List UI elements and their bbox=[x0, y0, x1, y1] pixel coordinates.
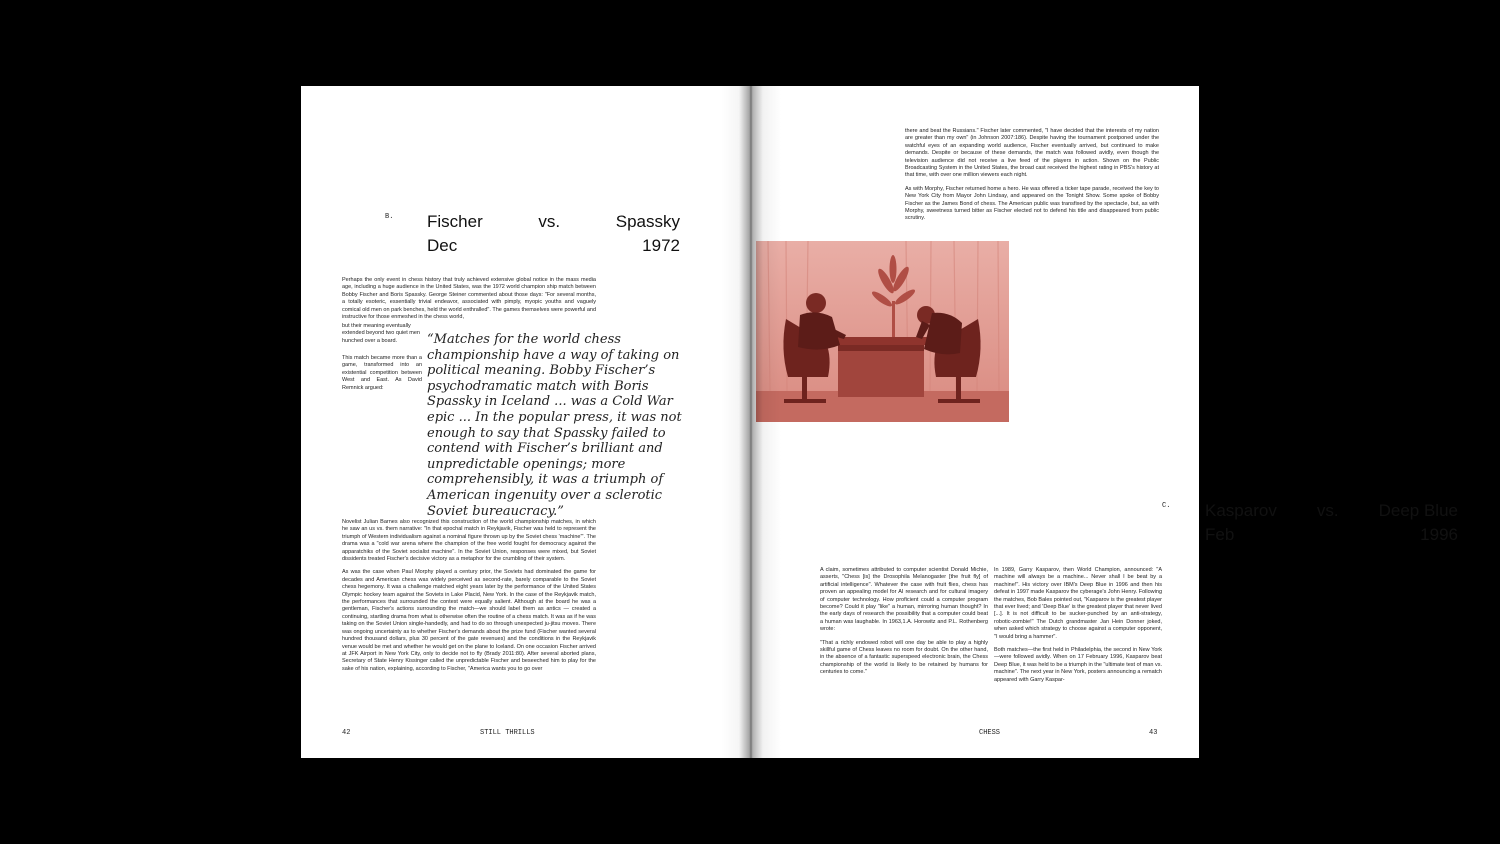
paragraph-hero: As with Morphy, Fischer returned home a hero. He was offered a ticker tape parade, received the key to New York City from Mayor John Lindsay, and appeared on the Tonight Show. Some spoke of Bobby Fischer as the James Bond of chess. The American public was transfixed by the spectacle, but, as with Morphy, sweetness turned bitter as Fischer elected not to defend his title and disappeared from public scrutiny. bbox=[905, 185, 1159, 222]
heading-year: 1996 bbox=[1420, 525, 1458, 544]
body-column-2 bbox=[994, 567, 1162, 690]
chess-match-photo-image bbox=[756, 241, 1009, 422]
paragraph-kasparov-1989: In 1989, Garry Kasparov, then World Champion, announced: "A machine will always be a machine... Never shall I be beat by a machine!". His victory over IBM's Deep Blue in 1996 and then his defeat in 1997 made Kasparov the cyberage's John Henry. Following the matches, Bob Bales pointed out, "Kasparov is the greatest player that ever lived; and 'Deep Blue' is the greatest player that never lived [...]. It is not difficult to be sucker-punched by an anti-strategy, robotic-zombie!" The Dutch grandmaster Jan Hein Donner joked, when asked which strategy to choose against a computer opponent, "I would bring a hammer". bbox=[994, 567, 1162, 640]
section-marker-c: C. bbox=[1162, 502, 1171, 510]
paragraph-both-matches: Both matches—the first held in Philadelphia, the second in New York—were followed avidly. When on 17 February 1996, Kasparov beat Deep Blue, it was held to be a triumph in the "ultimate test of man vs. machine". The next year in New York, posters announcing a rematch appeared with Garry Kaspar- bbox=[994, 647, 1162, 683]
side-text-2: This match became more than a game, transformed into an existential competition between West and East. As David Remnick argued: bbox=[342, 355, 422, 391]
heading-versus: vs. bbox=[1316, 501, 1339, 520]
paragraph-robot-quote: "That a richly endowed robot will one day be able to play a highly skillful game of Chess leaves no room for doubt. On the other hand, in the absence of a fantastic superspeed electronic brain, the Chess championship of the world is likely to be retained by humans for centuries to come." bbox=[820, 639, 988, 676]
magazine-spread bbox=[301, 86, 1458, 758]
section-marker-b: B. bbox=[385, 213, 394, 221]
footer-title-right: CHESS bbox=[979, 729, 1001, 737]
heading-versus: vs. bbox=[538, 212, 561, 231]
continued-text bbox=[905, 128, 1159, 229]
left-page bbox=[301, 86, 750, 758]
paragraph-michie: A claim, sometimes attributed to computer scientist Donald Michie, asserts, "Chess [is] the Drosophila Melanogaster [the fruit fly] of artificial intelligence". Whatever the case with fruit flies, chess has proven an appealing model for AI research and for cultural imagery of computer technology. How proficient could a computer program become? Could it play "like" a human, mirroring human thought? In the early days of research the possibility that a computer could beat a human was laughable. In 1963,1.A. Horowitz and P.L. Rothenberg wrote: bbox=[820, 567, 988, 633]
footer-title-left: STILL THRILLS bbox=[480, 729, 535, 737]
paragraph-kissinger: there and beat the Russians." Fischer later commented, "I have decided that the interests of my nation are greater than my own" (in Johnson 2007:186). Despite having the tournament postponed under the watchful eyes of an expanding world audience, Fischer eventually arrived, but continued to make demands. Despite or because of these demands, the match was followed avidly, even though the television audience did not receive a live feed of the players in action. Shown on the Public Broadcasting System in the United States, the broad cast received the highest rating in PBS's history at that time, with over one million viewers each night. bbox=[905, 128, 1159, 179]
footer-page-number-left: 42 bbox=[342, 729, 351, 737]
body-column-left bbox=[342, 519, 596, 679]
pull-quote: “Matches for the world chess championship have a way of taking on political meaning. Bobby Fischer’s psychodramatic match with Boris Spassky in Iceland ... was a Cold War epic ... In the popular press, it was not enough to say that Spassky failed to contend with Fischer’s brilliant and unpredictable openings; more comprehensibly, it was a triumph of American ingenuity over a sclerotic Soviet bureaucracy.” bbox=[427, 332, 682, 519]
heading-player-kasparov: Kasparov bbox=[1205, 501, 1277, 520]
heading-month: Dec bbox=[427, 236, 458, 255]
heading-year: 1972 bbox=[642, 236, 680, 255]
paragraph-barnes: Novelist Julian Barnes also recognized this construction of the world championship matches, in which he saw an us vs. them narrative: "In that epochal match in Reykjavik, Fischer was held to represent the triumph of Western individualism against a nominal figure thrown up by the Soviet chess 'machine'". The drama was a "cold war arena where the champion of the free world fought for democracy against the apparatchiks of the Soviet socialist machine". In the Soviet Union, responses were mixed, but Soviet dissidents treated Fischer's decisive victory as a metaphor for the crumbling of their system. bbox=[342, 519, 596, 563]
side-text-1: but their meaning eventually extended beyond two quiet men hunched over a board. bbox=[342, 323, 420, 344]
footer-page-number-right: 43 bbox=[1149, 729, 1158, 737]
match-photograph bbox=[756, 241, 1009, 422]
heading-player-deepblue: Deep Blue bbox=[1378, 501, 1458, 520]
body-column-1 bbox=[820, 567, 988, 683]
intro-paragraph: Perhaps the only event in chess history that truly achieved extensive global notice in the mass media age, including a huge audience in the United States, was the 1972 world champion ship match between Bobby Fischer and Boris Spassky. George Steiner commented about those days: "For several months, a totally esoteric, essentially trivial endeavor, associated with pimply, myopic youths and vaguely comical old men on park benches, held the world enthralled". The games themselves were powerful and instructive for those enmeshed in the chess world, bbox=[342, 277, 596, 321]
section-heading-kasparov-deepblue bbox=[1205, 499, 1458, 547]
section-heading-fischer-spassky bbox=[427, 210, 680, 258]
heading-player-1: Fischer bbox=[427, 212, 483, 231]
paragraph-morphy: As was the case when Paul Morphy played a century prior, the Soviets had dominated the game for decades and American chess was widely perceived as second-rate, barely comparable to the Soviet chess hegemony. It was a challenge matched eight years later by the performance of the United States Olympic hockey team against the Soviets in Lake Placid, New York. In the case of the Reykjavik match, the performances that surrounded the contest were equally salient. Although at the board he was a gentleman, Fischer's actions surrounding the match—we should label them as antics — created a continuing, startling drama from what is otherwise often the routine of a chess match. It was as if he was taking on the Soviet Union single-handedly, and had to do so through unexpected ju-jitsu moves. There was ongoing uncertainty as to whether Fischer's demands about the prize fund (Fischer wanted several hundred thousand dollars, plus 30 percent of the gate revenues) and the conditions in the Reykjavik venue would be met and whether he would get on the plane to Iceland. On one occasion Fischer arrived at JFK Airport in New York City, only to decide not to fly (Brady 2011:80). After several aborted plans, Secretary of State Henry Kissinger called the unpredictable Fischer and beseeched him to play for the sake of his nation, explaining, according to Fischer, "America wants you to go over bbox=[342, 569, 596, 672]
heading-player-2: Spassky bbox=[615, 212, 680, 231]
heading-month: Feb bbox=[1205, 525, 1235, 544]
